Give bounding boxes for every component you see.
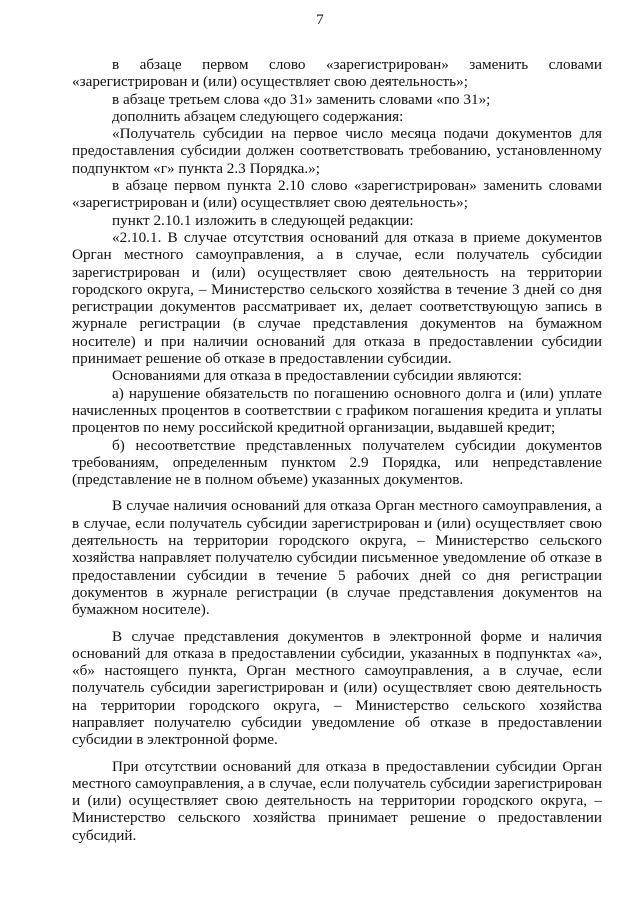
paragraph: в абзаце первом слово «зарегистрирован» заменить словами «зарегистрирован и (или) осуществляет свою деятельность»; — [72, 56, 602, 91]
paragraph: В случае представления документов в электронной форме и наличия оснований для отказа в предоставлении субсидии, указанных в подпунктах «а», «б» настоящего пункта, Орган местного самоуправления, а в случае, если получатель субсидии зарегистрирован и (или) осуществляет свою деятельность на территории городского округа, – Министерство сельского хозяйства направляет получателю субсидии уведомление об отказе в предоставлении субсидии в электронной форме. — [72, 627, 602, 749]
paragraph: а) нарушение обязательств по погашению основного долга и (или) уплате начисленных процентов в соответствии с графиком погашения кредита и уплаты процентов по нему российской кредитной организации, выдавшей кредит; — [72, 384, 602, 437]
paragraph: В случае наличия оснований для отказа Орган местного самоуправления, а в случае, если получатель субсидии зарегистрирован и (или) осуществляет свою деятельность на территории городского округа, – Министерство сельского хозяйства направляет получателю субсидии письменное уведомление об отказе в предоставлении субсидии в течение 5 рабочих дней со дня регистрации документов в журнале регистрации (в случае представления документов на бумажном носителе). — [72, 497, 602, 619]
paragraph: Основаниями для отказа в предоставлении субсидии являются: — [112, 367, 522, 385]
paragraph: в абзаце третьем слова «до 31» заменить словами «по 31»; — [112, 90, 491, 108]
document-body — [72, 56, 602, 844]
paragraph: б) несоответствие представленных получателем субсидии документов требованиям, определенным пунктом 2.9 Порядка, или непредставление (представление не в полном объеме) указанных документов. — [72, 436, 602, 489]
paragraph: в абзаце первом пункта 2.10 слово «зарегистрирован» заменить словами «зарегистрирован и (или) осуществляет свою деятельность»; — [72, 177, 602, 212]
paragraph: «2.10.1. В случае отсутствия оснований для отказа в приеме документов Орган местного самоуправления, а в случае, если получатель субсидии зарегистрирован и (или) осуществляет свою деятельность на территории городского округа, – Министерство сельского хозяйства в течение 3 дней со дня регистрации документов рассматривает их, делает соответствующую запись в журнале регистрации (в случае представления документов на бумажном носителе) и при наличии оснований для отказа в предоставлении субсидии принимает решение об отказе в предоставлении субсидии. — [72, 228, 602, 368]
paragraph: дополнить абзацем следующего содержания: — [112, 107, 404, 125]
paragraph: При отсутствии оснований для отказа в предоставлении субсидии Орган местного самоуправления, а в случае, если получатель субсидии зарегистрирован и (или) осуществляет свою деятельность на территории городского округа, – Министерство сельского хозяйства принимает решение о предоставлении субсидий. — [72, 757, 602, 844]
page-number: 7 — [316, 12, 324, 28]
paragraph: пункт 2.10.1 изложить в следующей редакции: — [112, 211, 414, 229]
paragraph: «Получатель субсидии на первое число месяца подачи документов для предоставления субсидии должен соответствовать требованию, установленному подпунктом «г» пункта 2.3 Порядка.»; — [72, 125, 602, 177]
